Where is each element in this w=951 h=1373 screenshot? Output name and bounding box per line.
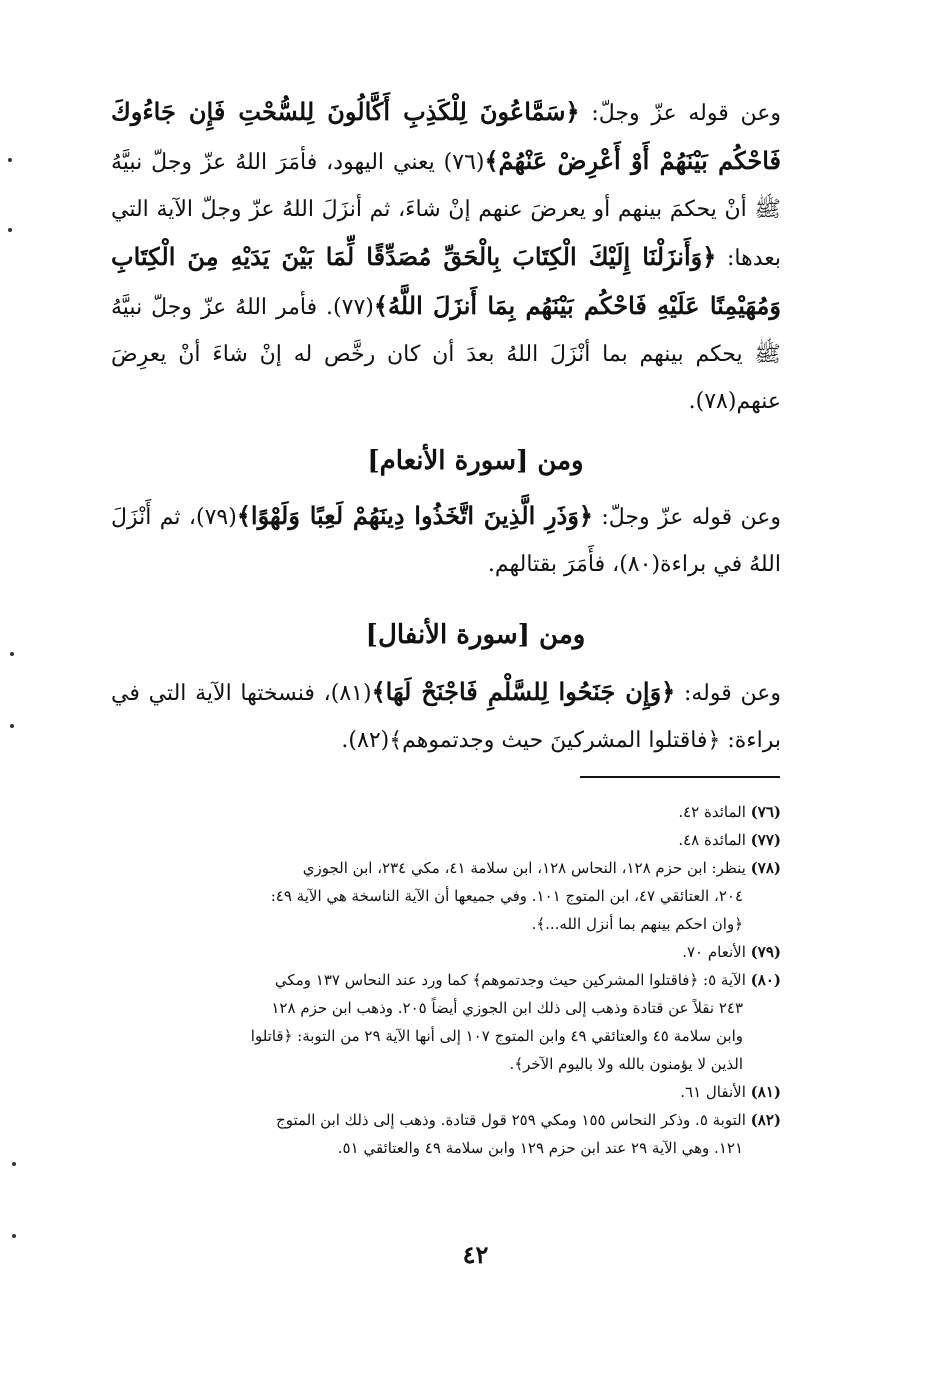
footnotes [116,798,781,1162]
quran-verse: ﴿سَمَّاعُونَ لِلْكَذِبِ أَكَّالُونَ لِلسُّحْتِ فَإِن جَاءُوكَ فَاحْكُم بَيْنَهُمْ أَوْ أَعْرِضْ عَنْهُمْ﴾ [111,97,781,175]
footnote: (٨١) الأنفال ٦١. [680,1083,781,1101]
footnote: (٧٦) المائدة ٤٢. [678,803,781,821]
text-run: (٧٧). فأمر اللهُ عزّ وجلّ نبيَّهُ ﷺ يحكم بينهم بما أنْزَلَ اللهُ بعدَ أن كان رخَّص له إنْ شاءَ أنْ يعرِضَ عنهم(٧٨). [111,295,781,414]
margin-mark [10,652,14,656]
footnote: (٧٨) ينظر: ابن حزم ١٢٨، النحاس ١٢٨، ابن سلامة ٤١، مكي ٢٣٤، ابن الجوزي [302,859,781,877]
section-heading-anfal: ومن [سورة الأنفال] [365,620,586,650]
margin-mark [12,1234,16,1238]
margin-mark [8,228,12,232]
text-run: (٧٩)، ثم أَنْزَلَ اللهُ في براءة(٨٠)، فأَمَرَ بقتالهم. [111,505,781,577]
footnote: (٧٧) المائدة ٤٨. [678,831,781,849]
footnote: (٨٠) الآية ٥: ﴿فاقتلوا المشركين حيث وجدتموهم﴾ كما ورد عند النحاس ١٣٧ ومكي [274,971,781,989]
quran-verse: ﴿وَإِن جَنَحُوا لِلسَّلْمِ فَاجْنَحْ لَهَا﴾ [371,677,676,706]
footnote-continuation: وابن سلامة ٤٥ والعتائقي ٤٩ وابن المتوج ١٠٧ إلى أنها الآية ٢٩ من التوبة: ﴿قاتلوا [250,1027,743,1045]
text-run: وعن قوله عزّ وجلّ: [579,101,781,126]
page-number: ٤٢ [462,1240,489,1269]
paragraph-almaida [111,88,781,425]
paragraph-anfal [111,668,781,764]
quran-verse: ﴿وَأَنزَلْنَا إِلَيْكَ الْكِتَابَ بِالْحَقِّ مُصَدِّقًا لِّمَا بَيْنَ يَدَيْهِ مِنَ الْكِتَابِ وَمُهَيْمِنًا عَلَيْهِ فَاحْكُم بَيْنَهُم بِمَا أَنزَلَ اللَّهُ﴾ [111,242,782,320]
margin-mark [10,724,14,728]
text-run: وعن قوله عزّ وجلّ: [592,505,781,530]
text-run: (٧٦) يعني اليهود، فأمَرَ اللهُ عزّ وجلّ نبيَّهُ ﷺ أنْ يحكمَ بينهم أو يعرضَ عنهم إنْ شاءَ، ثم أنزَلَ اللهُ عزّ وجلّ الآية التي بعدها: [111,150,782,271]
text-run: (٨١)، فنسختها الآية التي في براءة: ﴿فاقتلوا المشركينَ حيث وجدتموهم﴾(٨٢). [111,681,781,753]
section-heading-anam: ومن [سورة الأنعام] [367,446,584,476]
footnote: (٧٩) الأنعام ٧٠. [682,943,781,961]
paragraph-anam [111,492,781,588]
footnote-divider [580,776,780,778]
footnote-continuation: الذين لا يؤمنون بالله ولا باليوم الآخر﴾. [509,1055,743,1073]
footnote-continuation: ١٢١. وهي الآية ٢٩ عند ابن حزم ١٢٩ وابن سلامة ٤٩ والعتائقي ٥١. [337,1139,743,1157]
footnote: (٨٢) التوبة ٥. وذكر النحاس ١٥٥ ومكي ٢٥٩ قول قتادة. وذهب إلى ذلك ابن المتوج [276,1111,781,1129]
margin-mark [12,1162,16,1166]
footnote-continuation: ٢٤٣ نقلاً عن قتادة وذهب إلى ذلك ابن الجوزي أيضاً ٢٠٥. وذهب ابن حزم ١٢٨ [271,999,743,1017]
quran-verse: ﴿وَذَرِ الَّذِينَ اتَّخَذُوا دِينَهُمْ لَعِبًا وَلَهْوًا﴾ [236,501,593,530]
footnote-continuation: ٢٠٤، العتائقي ٤٧، ابن المتوج ١٠١. وفي جميعها أن الآية الناسخة هي الآية ٤٩: [270,887,743,905]
text-run: وعن قوله: [675,681,781,706]
footnote-continuation: ﴿وان احكم بينهم بما أنزل الله...﴾. [531,915,743,933]
margin-mark [8,158,12,162]
